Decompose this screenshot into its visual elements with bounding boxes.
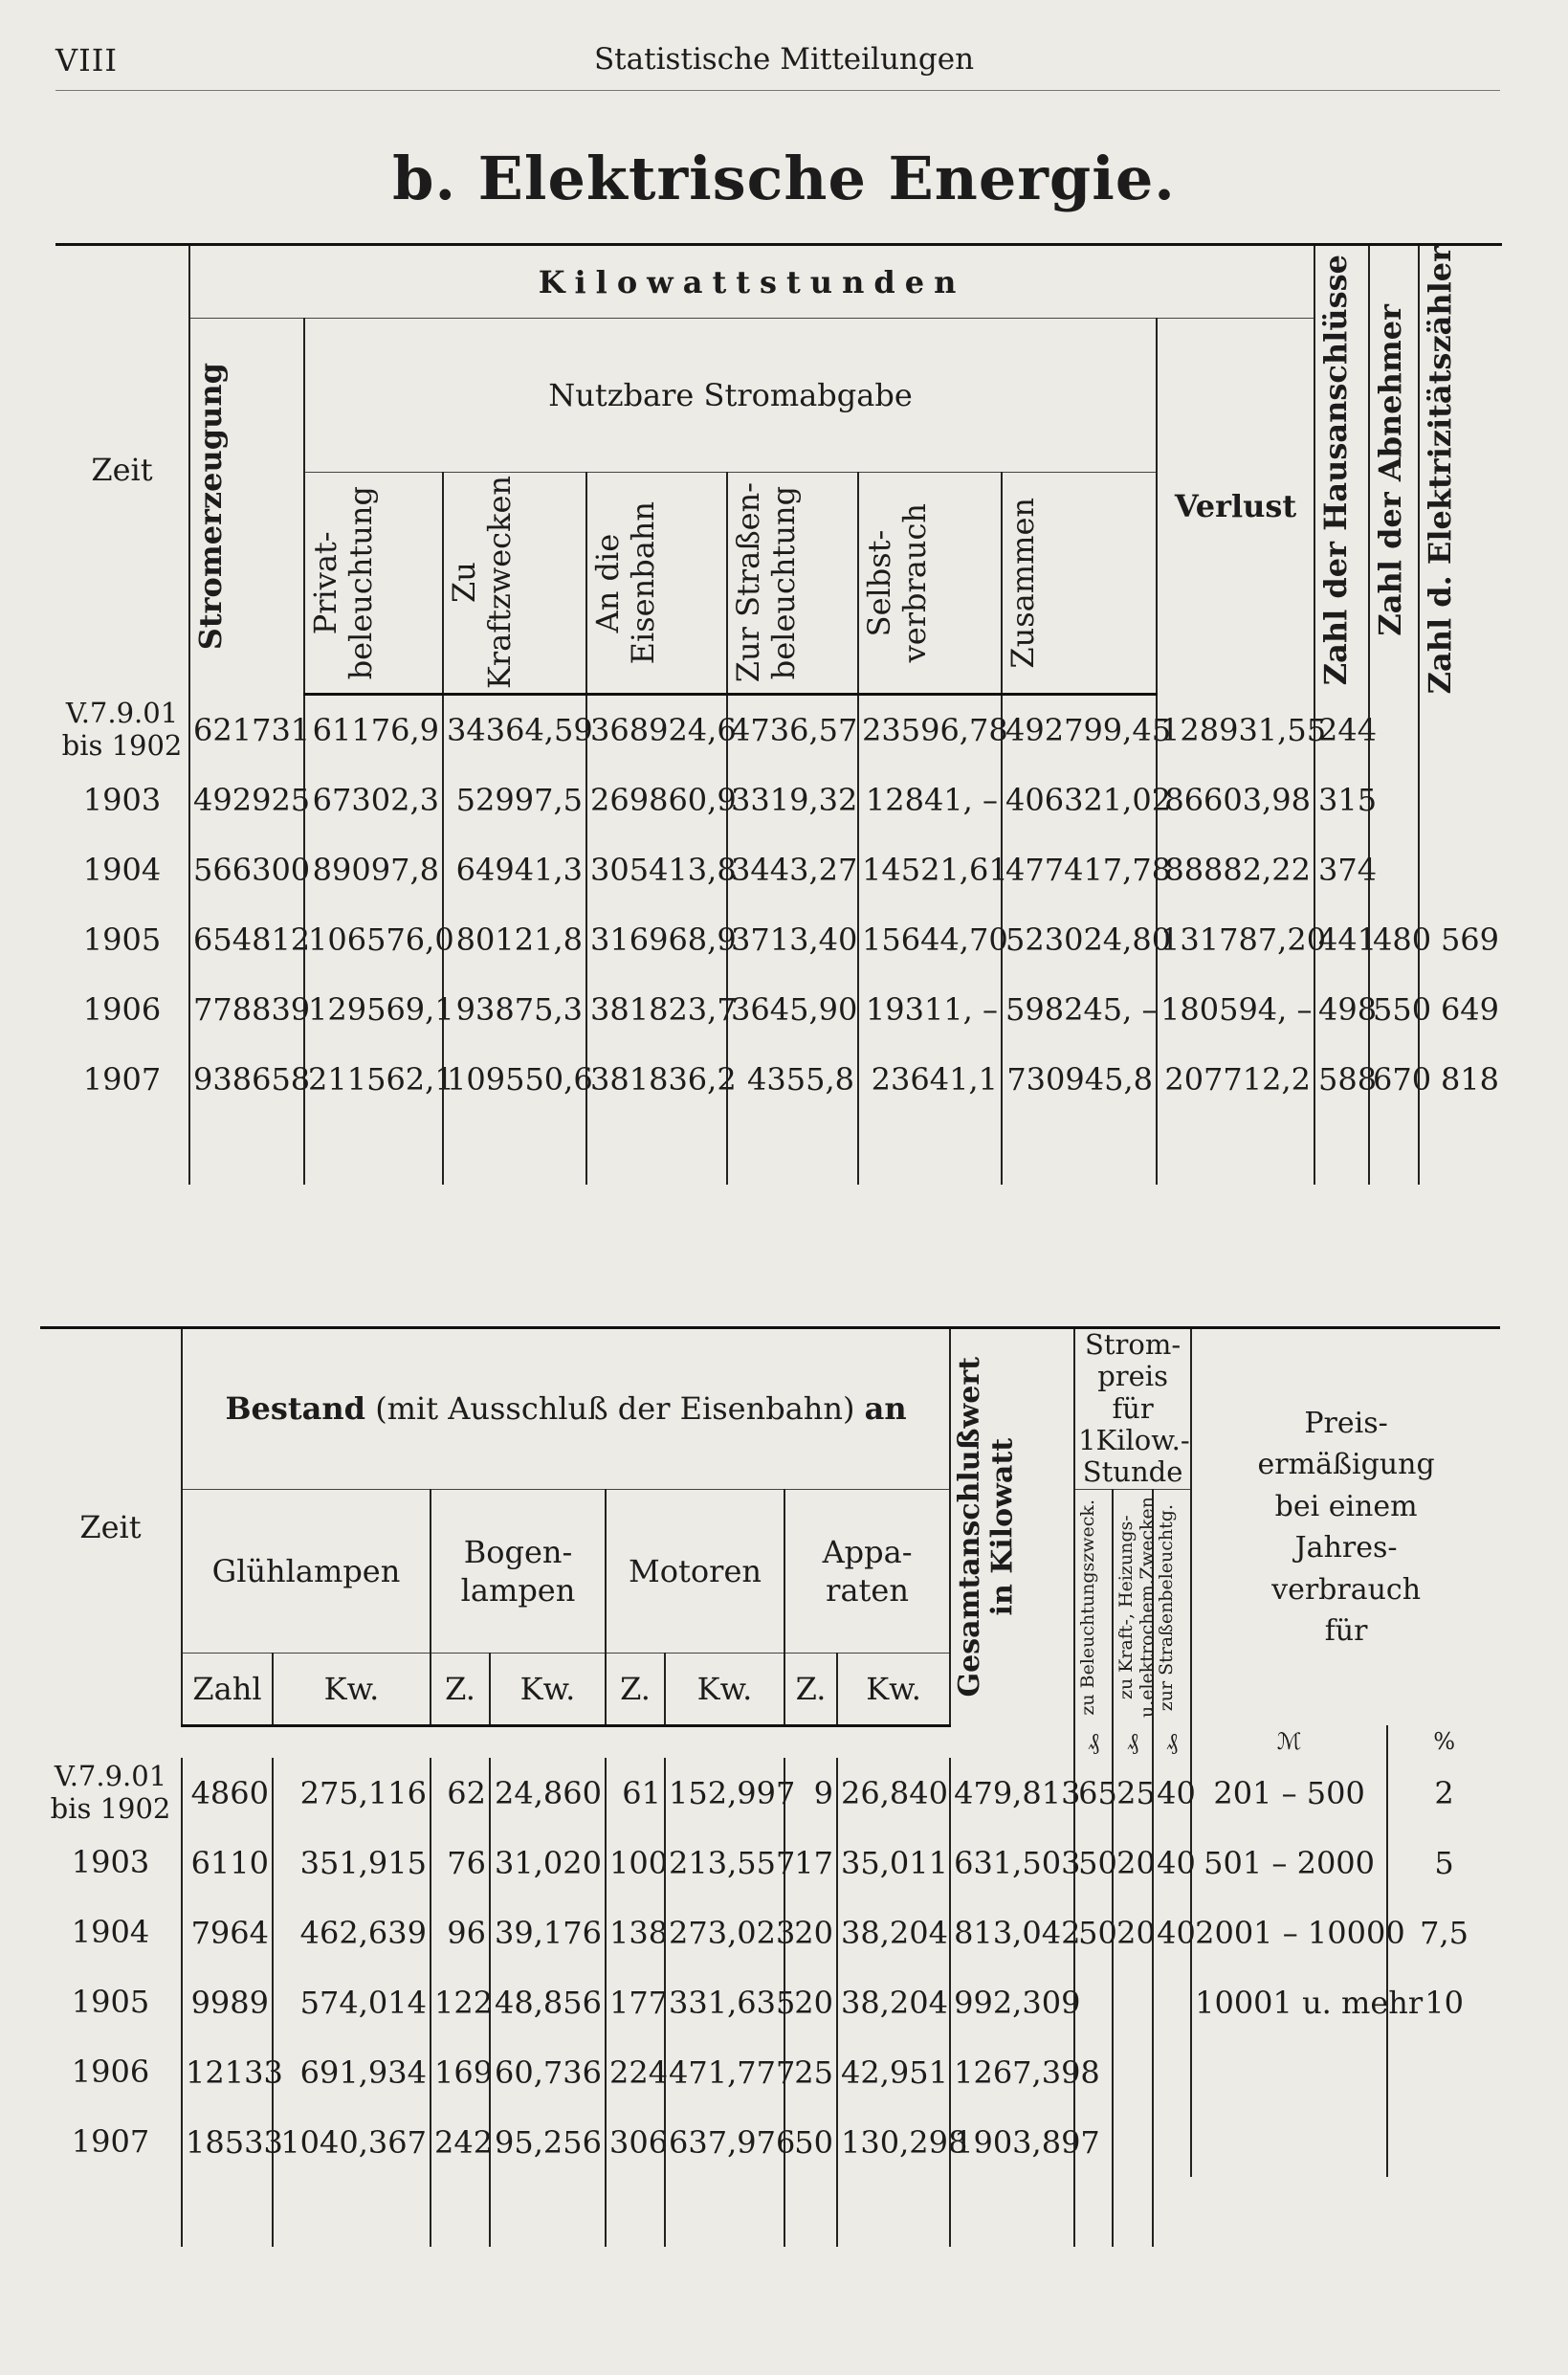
cell-strassen: 3645,90 [727, 975, 858, 1045]
zeit-header: Zeit [55, 245, 189, 695]
table-row [40, 1898, 1500, 1967]
cell-stromerzeugung: 654812 [189, 905, 304, 975]
sub-kw: Kw. [665, 1653, 784, 1725]
cell-motoren-z: 306 [606, 2107, 665, 2177]
cell-zusammen: 492799,45 [1002, 694, 1157, 766]
table-row [55, 905, 1502, 975]
cell-gesamt: 1267,398 [950, 2037, 1074, 2107]
header-rule [55, 90, 1500, 91]
cell-gesamt: 479,813 [950, 1758, 1074, 1828]
table-row [40, 1828, 1500, 1898]
row-zeit: 1906 [71, 2053, 150, 2091]
cell-gluehlampen-kw: 351,915 [273, 1828, 431, 1898]
cell-gluehlampen-kw: 275,116 [273, 1758, 431, 1828]
cell-apparate-z: 17 [784, 1828, 837, 1898]
cell-motoren-kw: 213,557 [665, 1828, 784, 1898]
table-row [40, 2107, 1500, 2177]
sub-zahl: Zahl [182, 1653, 273, 1725]
col-preis-beleuchtung: zu Beleuchtungszweck. [1074, 1489, 1113, 1725]
cell-verlust: 207712,2 [1157, 1045, 1314, 1115]
cell-ermaessigung [1191, 2107, 1387, 2177]
row-zeit: 1906 [82, 990, 162, 1028]
table-row [55, 975, 1502, 1045]
row-zeit: V.7.9.01 bis 1902 [61, 697, 183, 762]
cell-prozent [1387, 2107, 1500, 2177]
table-row [40, 2037, 1500, 2107]
cell-preis-kraft: 25 [1113, 1758, 1153, 1828]
row-zeit: 1907 [71, 2123, 150, 2161]
sub-z: Z. [606, 1653, 665, 1725]
cell-hausanschluesse: 441 [1314, 905, 1369, 975]
col-gesamtanschlusswert: Gesamtanschlußwert in Kilowatt [950, 1328, 1074, 1726]
cell-apparate-z: 25 [784, 2037, 837, 2107]
cell-eisenbahn: 368924,6 [586, 694, 727, 766]
col-zaehler: Zahl d. Elektrizitätszähler [1419, 245, 1502, 695]
cell-hausanschluesse: 588 [1314, 1045, 1369, 1115]
cell-gluehlampen-kw: 574,014 [273, 1967, 431, 2037]
cell-eisenbahn: 381823,7 [586, 975, 727, 1045]
cell-privat: 67302,3 [304, 766, 443, 835]
cell-strassen: 3713,40 [727, 905, 858, 975]
col-verlust: Verlust [1157, 319, 1314, 695]
row-zeit: 1904 [82, 851, 162, 888]
cell-bogenlampen-z: 96 [431, 1898, 490, 1967]
cell-gesamt: 813,042 [950, 1898, 1074, 1967]
cell-prozent: 2 [1387, 1758, 1500, 1828]
col-strassen: Zur Straßen- beleuchtung [727, 472, 858, 694]
apparate-header: Appa- raten [784, 1489, 950, 1653]
running-head: Statistische Mitteilungen [593, 42, 975, 77]
cell-selbst: 23596,78 [858, 694, 1002, 766]
cell-prozent [1387, 2037, 1500, 2107]
cell-eisenbahn: 381836,2 [586, 1045, 727, 1115]
cell-motoren-z: 138 [606, 1898, 665, 1967]
cell-gluehlampen-kw: 1040,367 [273, 2107, 431, 2177]
cell-zaehler: 818 [1419, 1045, 1502, 1115]
cell-preis-kraft [1113, 1967, 1153, 2037]
cell-gluehlampen-zahl: 9989 [182, 1967, 273, 2037]
col-privat: Privat- beleuchtung [304, 472, 443, 694]
cell-hausanschluesse: 315 [1314, 766, 1369, 835]
cell-ermaessigung: 201 – 500 [1191, 1758, 1387, 1828]
cell-bogenlampen-kw: 95,256 [490, 2107, 606, 2177]
cell-preis-kraft [1113, 2037, 1153, 2107]
row-zeit: 1903 [82, 781, 162, 818]
cell-strassen: 3319,32 [727, 766, 858, 835]
cell-zusammen: 406321,02 [1002, 766, 1157, 835]
col-selbst: Selbst- verbrauch [858, 472, 1002, 694]
cell-stromerzeugung: 778839 [189, 975, 304, 1045]
cell-hausanschluesse: 244 [1314, 694, 1369, 766]
sub-kw: Kw. [490, 1653, 606, 1725]
cell-privat: 106576,0 [304, 905, 443, 975]
cell-apparate-z: 50 [784, 2107, 837, 2177]
strompreis-header: Strom- preis für 1Kilow.- Stunde [1074, 1328, 1191, 1490]
cell-apparate-kw: 38,204 [837, 1898, 950, 1967]
cell-privat: 61176,9 [304, 694, 443, 766]
cell-apparate-kw: 26,840 [837, 1758, 950, 1828]
zeit-header-2: Zeit [40, 1328, 182, 1726]
table-row [55, 694, 1502, 766]
cell-bogenlampen-kw: 48,856 [490, 1967, 606, 2037]
cell-verlust: 128931,55 [1157, 694, 1314, 766]
cell-verlust: 86603,98 [1157, 766, 1314, 835]
row-zeit: 1905 [82, 921, 162, 958]
cell-selbst: 19311, – [858, 975, 1002, 1045]
row-zeit: 1903 [71, 1844, 150, 1881]
cell-preis-strasse [1153, 1967, 1191, 2037]
cell-bogenlampen-z: 242 [431, 2107, 490, 2177]
table-row [40, 1967, 1500, 2037]
cell-kraft: 93875,3 [443, 975, 586, 1045]
cell-gluehlampen-kw: 691,934 [273, 2037, 431, 2107]
cell-ermaessigung: 2001 – 10000 [1191, 1898, 1387, 1967]
cell-motoren-kw: 152,997 [665, 1758, 784, 1828]
table-tail [40, 2177, 1500, 2247]
unit-mark: ℳ [1191, 1725, 1387, 1758]
cell-motoren-z: 100 [606, 1828, 665, 1898]
cell-apparate-kw: 42,951 [837, 2037, 950, 2107]
cell-bogenlampen-z: 62 [431, 1758, 490, 1828]
cell-bogenlampen-kw: 24,860 [490, 1758, 606, 1828]
cell-apparate-kw: 35,011 [837, 1828, 950, 1898]
cell-zusammen: 730945,8 [1002, 1045, 1157, 1115]
cell-selbst: 15644,70 [858, 905, 1002, 975]
cell-motoren-kw: 273,023 [665, 1898, 784, 1967]
row-zeit: 1907 [82, 1060, 162, 1098]
col-hausanschluesse: Zahl der Hausanschlüsse [1314, 245, 1369, 695]
unit-pf: ₰ [1153, 1725, 1191, 1758]
unit-pf: ₰ [1113, 1725, 1153, 1758]
sub-kw: Kw. [837, 1653, 950, 1725]
cell-apparate-kw: 130,298 [837, 2107, 950, 2177]
cell-zaehler [1419, 694, 1502, 766]
cell-apparate-z: 20 [784, 1898, 837, 1967]
cell-prozent: 5 [1387, 1828, 1500, 1898]
cell-stromerzeugung: 492925 [189, 766, 304, 835]
cell-strassen: 4355,8 [727, 1045, 858, 1115]
cell-kraft: 80121,8 [443, 905, 586, 975]
cell-motoren-kw: 331,635 [665, 1967, 784, 2037]
cell-preis-beleuchtung [1074, 1967, 1113, 2037]
row-zeit: 1905 [71, 1984, 150, 2021]
cell-bogenlampen-z: 76 [431, 1828, 490, 1898]
col-preis-strasse: zur Straßenbeleuchtg. [1153, 1489, 1191, 1725]
cell-abnehmer: 670 [1369, 1045, 1419, 1115]
col-eisenbahn: An die Eisenbahn [586, 472, 727, 694]
col-preis-kraft: zu Kraft-, Heizungs- u.elektrochem.Zwecken [1113, 1489, 1153, 1725]
table-row [40, 1758, 1500, 1828]
cell-abnehmer: 480 [1369, 905, 1419, 975]
unit-pct: % [1387, 1725, 1500, 1758]
bestand-table-body [40, 1758, 1500, 2247]
cell-hausanschluesse: 498 [1314, 975, 1369, 1045]
ermaessigung-header: Preis- ermäßigung bei einem Jahres- verbrauch für [1191, 1328, 1500, 1726]
cell-gesamt: 631,503 [950, 1828, 1074, 1898]
bestand-table [40, 1326, 1500, 2247]
unit-pf: ₰ [1074, 1725, 1113, 1758]
cell-motoren-kw: 637,976 [665, 2107, 784, 2177]
cell-gesamt: 1903,897 [950, 2107, 1074, 2177]
motoren-header: Motoren [606, 1489, 784, 1653]
cell-zusammen: 523024,80 [1002, 905, 1157, 975]
cell-ermaessigung: 10001 u. mehr [1191, 1967, 1387, 2037]
cell-preis-beleuchtung: 50 [1074, 1898, 1113, 1967]
section-title: b. Elektrische Energie. [392, 144, 1176, 213]
cell-kraft: 34364,59 [443, 694, 586, 766]
cell-verlust: 131787,20 [1157, 905, 1314, 975]
table-tail [55, 1115, 1502, 1185]
cell-preis-strasse [1153, 2107, 1191, 2177]
cell-bogenlampen-kw: 31,020 [490, 1828, 606, 1898]
cell-selbst: 23641,1 [858, 1045, 1002, 1115]
cell-gluehlampen-zahl: 18533 [182, 2107, 273, 2177]
sub-z: Z. [431, 1653, 490, 1725]
col-zusammen: Zusammen [1002, 472, 1157, 694]
cell-stromerzeugung: 938658 [189, 1045, 304, 1115]
sub-z: Z. [784, 1653, 837, 1725]
cell-apparate-z: 9 [784, 1758, 837, 1828]
table-row [55, 1045, 1502, 1115]
cell-strassen: 4736,57 [727, 694, 858, 766]
cell-bogenlampen-kw: 60,736 [490, 2037, 606, 2107]
cell-eisenbahn: 316968,9 [586, 905, 727, 975]
bestand-header: Bestand (mit Ausschluß der Eisenbahn) an [182, 1328, 950, 1490]
cell-eisenbahn: 269860,9 [586, 766, 727, 835]
cell-zaehler: 649 [1419, 975, 1502, 1045]
cell-stromerzeugung: 621731 [189, 694, 304, 766]
cell-privat: 89097,8 [304, 835, 443, 905]
cell-gluehlampen-zahl: 4860 [182, 1758, 273, 1828]
cell-eisenbahn: 305413,8 [586, 835, 727, 905]
cell-verlust: 88882,22 [1157, 835, 1314, 905]
cell-apparate-kw: 38,204 [837, 1967, 950, 2037]
cell-motoren-kw: 471,777 [665, 2037, 784, 2107]
cell-motoren-z: 177 [606, 1967, 665, 2037]
cell-bogenlampen-z: 169 [431, 2037, 490, 2107]
cell-zaehler [1419, 835, 1502, 905]
cell-prozent: 10 [1387, 1967, 1500, 2037]
cell-bogenlampen-kw: 39,176 [490, 1898, 606, 1967]
cell-abnehmer: 550 [1369, 975, 1419, 1045]
cell-motoren-z: 61 [606, 1758, 665, 1828]
cell-preis-kraft [1113, 2107, 1153, 2177]
cell-gesamt: 992,309 [950, 1967, 1074, 2037]
cell-kraft: 52997,5 [443, 766, 586, 835]
cell-preis-beleuchtung: 50 [1074, 1828, 1113, 1898]
cell-gluehlampen-zahl: 7964 [182, 1898, 273, 1967]
cell-ermaessigung: 501 – 2000 [1191, 1828, 1387, 1898]
cell-privat: 129569,1 [304, 975, 443, 1045]
cell-bogenlampen-z: 122 [431, 1967, 490, 2037]
cell-gluehlampen-zahl: 12133 [182, 2037, 273, 2107]
cell-preis-kraft: 20 [1113, 1898, 1153, 1967]
cell-selbst: 12841, – [858, 766, 1002, 835]
cell-zusammen: 477417,78 [1002, 835, 1157, 905]
cell-apparate-z: 20 [784, 1967, 837, 2037]
cell-zaehler: 569 [1419, 905, 1502, 975]
cell-preis-strasse [1153, 2037, 1191, 2107]
page-number: VIII [55, 42, 119, 78]
cell-stromerzeugung: 566300 [189, 835, 304, 905]
cell-preis-kraft: 20 [1113, 1828, 1153, 1898]
energy-table-body [55, 694, 1502, 1185]
energy-table [55, 243, 1502, 1185]
nutzbare-stromabgabe-header: Nutzbare Stromabgabe [304, 319, 1157, 473]
cell-preis-strasse: 40 [1153, 1898, 1191, 1967]
cell-strassen: 3443,27 [727, 835, 858, 905]
row-zeit: 1904 [71, 1914, 150, 1951]
cell-preis-strasse: 40 [1153, 1758, 1191, 1828]
cell-zusammen: 598245, – [1002, 975, 1157, 1045]
row-zeit: V.7.9.01 bis 1902 [50, 1760, 171, 1825]
gluehlampen-header: Glühlampen [182, 1489, 431, 1653]
cell-zaehler [1419, 766, 1502, 835]
table-row [55, 835, 1502, 905]
col-kraft: Zu Kraftzwecken [443, 472, 586, 694]
cell-prozent: 7,5 [1387, 1898, 1500, 1967]
cell-ermaessigung [1191, 2037, 1387, 2107]
cell-gluehlampen-zahl: 6110 [182, 1828, 273, 1898]
kilowattstunden-header: Kilowattstunden [189, 245, 1314, 319]
cell-motoren-z: 224 [606, 2037, 665, 2107]
bogenlampen-header: Bogen- lampen [431, 1489, 606, 1653]
cell-privat: 211562,1 [304, 1045, 443, 1115]
cell-preis-strasse: 40 [1153, 1828, 1191, 1898]
cell-gluehlampen-kw: 462,639 [273, 1898, 431, 1967]
cell-hausanschluesse: 374 [1314, 835, 1369, 905]
sub-kw: Kw. [273, 1653, 431, 1725]
table-row [55, 766, 1502, 835]
cell-selbst: 14521,61 [858, 835, 1002, 905]
cell-verlust: 180594, – [1157, 975, 1314, 1045]
col-stromerzeugung: Stromerzeugung [189, 319, 304, 695]
col-abnehmer: Zahl der Abnehmer [1369, 245, 1419, 695]
cell-kraft: 109550,6 [443, 1045, 586, 1115]
cell-preis-beleuchtung: 65 [1074, 1758, 1113, 1828]
cell-kraft: 64941,3 [443, 835, 586, 905]
